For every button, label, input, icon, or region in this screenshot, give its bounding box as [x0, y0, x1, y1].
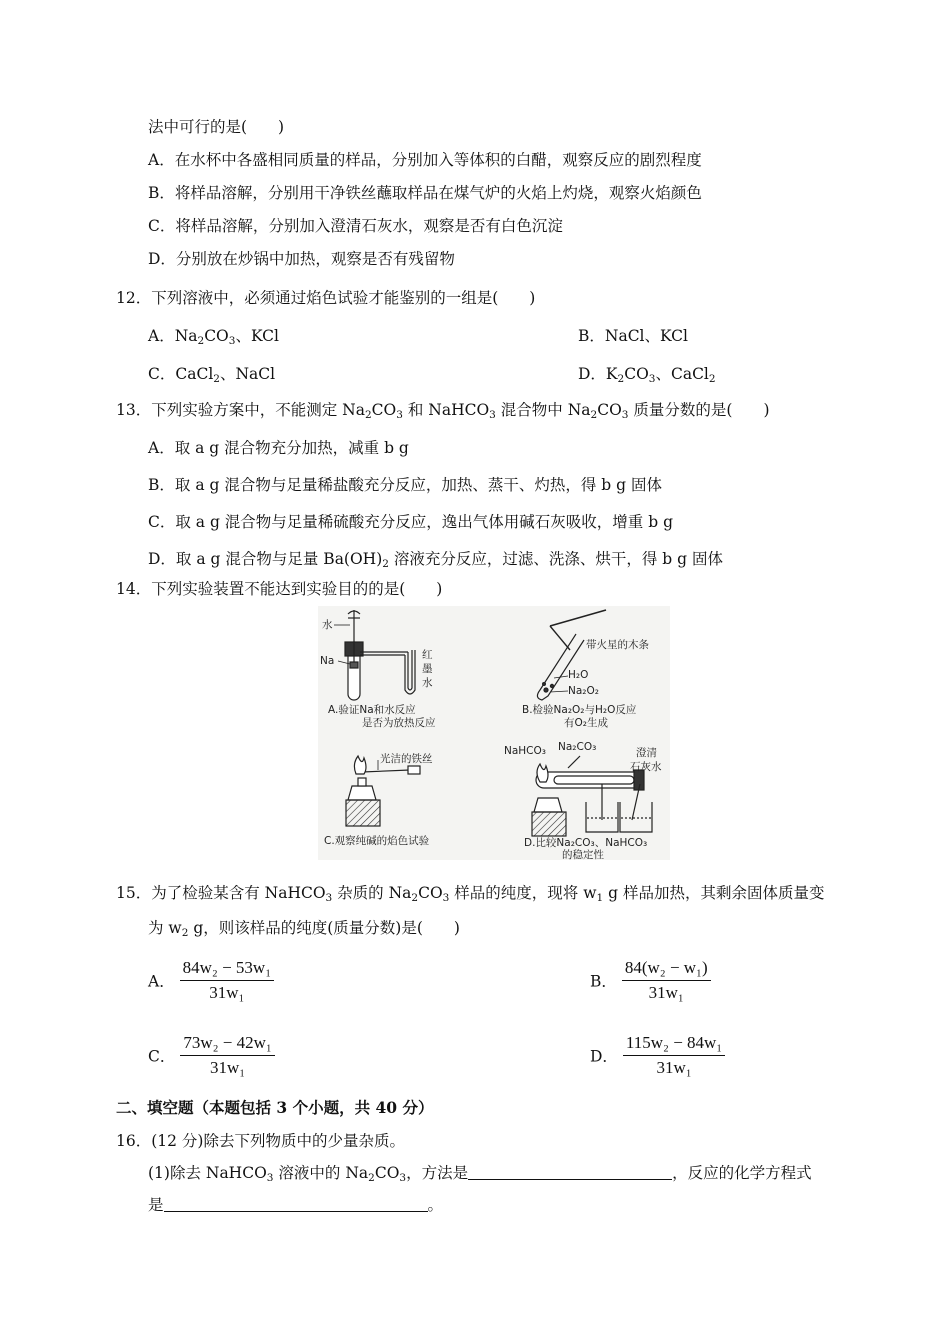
label-red-ink-1: 红 [422, 649, 433, 661]
label-glowing-splint: 带火星的木条 [586, 639, 649, 651]
q15-option-b: B． $\frac{\text{84(w₂ − w₁)}}{\text{31w₁}}$ [590, 958, 711, 1003]
label-clean-iron-wire: 光洁的铁丝 [380, 753, 433, 765]
caption-b-line1: B.检验Na₂O₂与H₂O反应 [522, 704, 637, 716]
label-h2o: H₂O [568, 669, 589, 681]
q16-part1-line1: (1)除去 NaHCO$_3$ 溶液中的 $Na_2CO_3$，方法是 ，反应的化学方程式 [148, 1164, 812, 1184]
label-na2o2: Na₂O₂ [568, 685, 599, 697]
label-red-ink-2: 墨 [422, 663, 433, 675]
q15-option-d: D． $\frac{\text{115w₂ − 84w₁}}{\text{31w₁}}$ [590, 1033, 725, 1078]
label-limewater-1: 澄清 [636, 747, 657, 759]
q11-option-c: C．将样品溶解，分别加入澄清石灰水，观察是否有白色沉淀 [148, 217, 563, 235]
q14-stem: 14．下列实验装置不能达到实验目的的是( ) [116, 580, 443, 598]
q15-b-denominator: 31w₁ [648, 983, 684, 1002]
q15-option-c: C． $\frac{\text{73w₂ − 42w₁}}{\text{31w₁}}$ [148, 1033, 275, 1078]
caption-a-line2: 是否为放热反应 [362, 717, 436, 729]
label-limewater-2: 石灰水 [630, 761, 662, 773]
label-red-ink-3: 水 [422, 677, 433, 689]
label-water: 水 [322, 619, 333, 631]
q15-c-numerator: 73w₂ − 42w₁ [180, 1033, 275, 1056]
answer-blank-equation[interactable] [164, 1195, 428, 1212]
q13-option-a: A．取 a g 混合物充分加热，减重 b g [148, 439, 409, 457]
caption-d-line2: 的稳定性 [562, 849, 604, 860]
q15-stem-line2: 为 $w_2$ g，则该样品的纯度(质量分数)是( ) [148, 919, 460, 939]
q12-option-b: B．NaCl、KCl [578, 327, 688, 345]
q15-b-numerator: 84(w₂ − w₁) [622, 958, 711, 981]
q11-option-d: D．分别放在炒锅中加热，观察是否有残留物 [148, 250, 455, 268]
q11-stem-cont: 法中可行的是( ) [148, 118, 285, 136]
q13-option-b: B．取 a g 混合物与足量稀盐酸充分反应，加热、蒸干、灼热，得 b g 固体 [148, 476, 662, 494]
q15-stem-line1: 15．为了检验某含有 NaHCO$_3$ 杂质的 $Na_2CO_3$ 样品的纯度，现将 $w_1$ g 样品加热，其剩余固体质量变 [116, 884, 825, 904]
apparatus-c [346, 756, 420, 826]
section-2-heading: 二、填空题（本题包括 3 个小题，共 40 分） [116, 1098, 434, 1117]
q13-option-c: C．取 a g 混合物与足量稀硫酸充分反应，逸出气体用碱石灰吸收，增重 b g [148, 513, 674, 531]
q12-option-c: C．CaCl$_2$、NaCl [148, 365, 276, 385]
q12-stem: 12．下列溶液中，必须通过焰色试验才能鉴别的一组是( ) [116, 289, 536, 307]
apparatus-a [345, 610, 415, 700]
q13-stem: 13．下列实验方案中，不能测定 $Na_2CO_3$ 和 NaHCO$_3$ 混合物中 $Na_2CO_3$ 质量分数的是( ) [116, 401, 770, 421]
label-nahco3: NaHCO₃ [504, 745, 546, 757]
label-na2co3: Na₂CO₃ [558, 741, 597, 753]
q12-option-d: D．$K_2CO_3$、CaCl$_2$ [578, 365, 716, 385]
q15-option-a: A． $\frac{\text{84w₂ − 53w₁}}{\text{31w₁}}$ [148, 958, 274, 1003]
q11-option-b: B．将样品溶解，分别用干净铁丝蘸取样品在煤气炉的火焰上灼烧，观察火焰颜色 [148, 184, 702, 202]
q15-a-numerator: 84w₂ − 53w₁ [180, 958, 275, 981]
answer-blank-method[interactable] [468, 1163, 672, 1180]
q12-option-a: A．$Na_2CO_3$、KCl [148, 327, 279, 347]
caption-c: C.观察纯碱的焰色试验 [324, 835, 430, 847]
q13-option-d: D．取 a g 混合物与足量 $Ba(OH)_2$ 溶液充分反应，过滤、洗涤、烘干，得 b g 固体 [148, 550, 723, 570]
q15-d-numerator: 115w₂ − 84w₁ [623, 1033, 725, 1056]
q16-stem: 16．(12 分)除去下列物质中的少量杂质。 [116, 1132, 405, 1150]
q15-a-denominator: 31w₁ [209, 983, 245, 1002]
caption-d-line1: D.比较Na₂CO₃、NaHCO₃ [524, 837, 648, 849]
q14-apparatus-figure [318, 606, 670, 860]
caption-a-line1: A.验证Na和水反应 [328, 704, 416, 716]
q15-c-denominator: 31w₁ [209, 1058, 246, 1077]
caption-b-line2: 有O₂生成 [564, 717, 608, 729]
label-na: Na [320, 655, 335, 667]
q16-part1-line2: 是 。 [148, 1196, 444, 1214]
q11-option-a: A．在水杯中各盛相同质量的样品，分别加入等体积的白醋，观察反应的剧烈程度 [148, 151, 702, 169]
q15-d-denominator: 31w₁ [656, 1058, 692, 1077]
